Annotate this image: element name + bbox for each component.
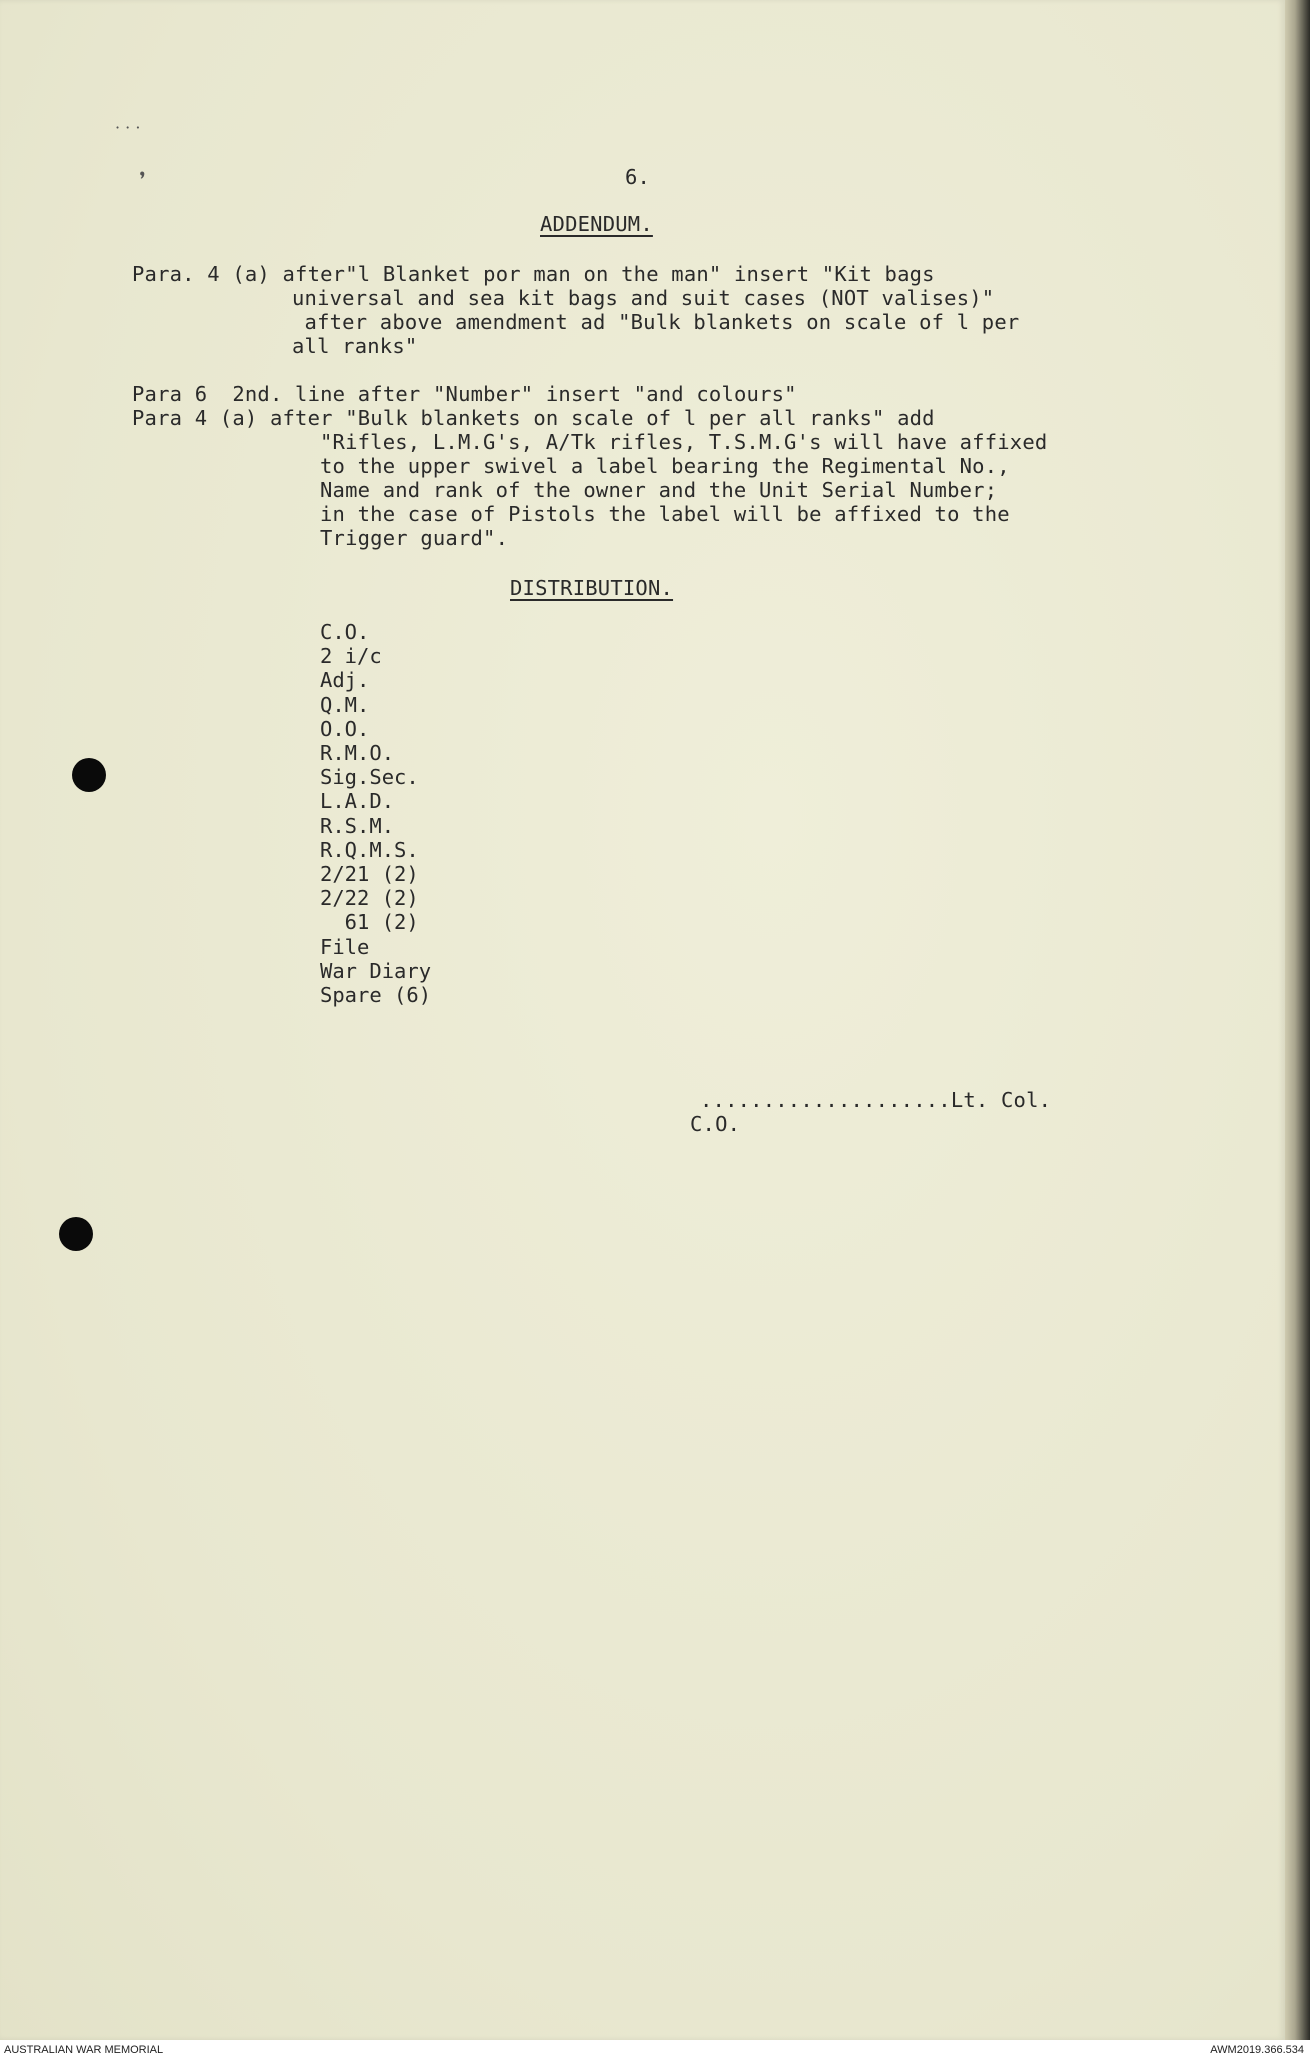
list-item: L.A.D. <box>320 789 395 814</box>
archive-reference: AWM2019.366.534 <box>1210 2044 1304 2056</box>
list-item: Adj. <box>320 668 370 693</box>
signature-line: ....................Lt. Col. <box>700 1088 1052 1112</box>
list-item: 61 (2) <box>320 910 419 935</box>
list-item: 2/22 (2) <box>320 886 419 911</box>
list-item: Spare (6) <box>320 983 432 1008</box>
list-item: 2 i/c <box>320 644 382 669</box>
list-item: Q.M. <box>320 692 370 717</box>
distribution-list <box>320 620 431 1007</box>
page-edge <box>1285 0 1310 2040</box>
addendum-para-3-line-5: in the case of Pistols the label will be affixed to the <box>320 502 1010 526</box>
list-item: 2/21 (2) <box>320 862 419 887</box>
list-item: C.O. <box>320 620 370 644</box>
addendum-para-1-line-2: universal and sea kit bags and suit cases (NOT valises)" <box>292 286 995 310</box>
signature-title: C.O. <box>690 1112 741 1136</box>
addendum-para-3-line-3: to the upper swivel a label bearing the Regimental No., <box>320 454 1010 478</box>
addendum-para-3-line-4: Name and rank of the owner and the Unit Serial Number; <box>320 478 998 502</box>
addendum-para-3-line-6: Trigger guard". <box>320 526 509 550</box>
list-item: O.O. <box>320 716 370 741</box>
addendum-para-2-line-1: Para 6 2nd. line after "Number" insert "and colours" <box>132 382 797 406</box>
list-item: File <box>320 934 370 959</box>
list-item: Sig.Sec. <box>320 765 419 790</box>
punch-hole-lower <box>59 1217 93 1251</box>
addendum-para-3-line-2: "Rifles, L.M.G's, A/Tk rifles, T.S.M.G's will have affixed <box>320 430 1048 454</box>
list-item: R.M.O. <box>320 741 395 766</box>
list-item: R.Q.M.S. <box>320 837 419 862</box>
addendum-heading: ADDENDUM. <box>540 212 653 236</box>
archive-name: AUSTRALIAN WAR MEMORIAL <box>4 2044 164 2056</box>
list-item: R.S.M. <box>320 813 395 838</box>
addendum-para-3-line-1: Para 4 (a) after "Bulk blankets on scale of l per all ranks" add <box>132 406 935 430</box>
punch-hole-upper <box>72 758 106 792</box>
page-number: 6. <box>625 165 651 189</box>
addendum-para-1-line-3: after above amendment ad "Bulk blankets on scale of l per <box>292 310 1020 334</box>
pencil-scribble: · · · <box>115 118 141 137</box>
addendum-para-1-line-1: Para. 4 (a) after"l Blanket por man on the man" insert "Kit bags <box>132 262 935 286</box>
archive-footer <box>0 2040 1310 2061</box>
list-item: War Diary <box>320 958 432 983</box>
distribution-heading: DISTRIBUTION. <box>510 576 674 600</box>
addendum-para-1-line-4: all ranks" <box>292 334 418 358</box>
